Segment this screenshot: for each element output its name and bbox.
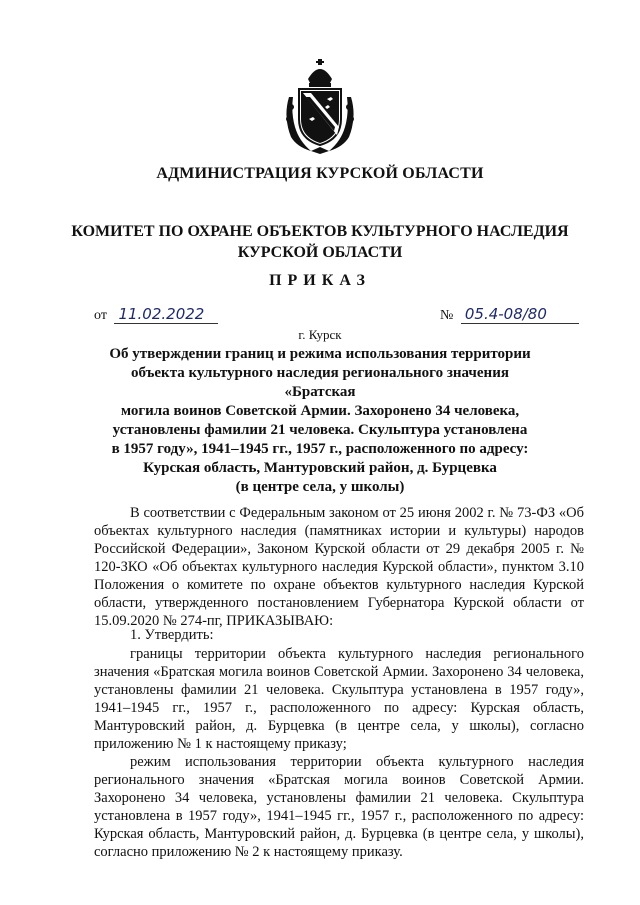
title-line: (в центре села, у школы) bbox=[235, 479, 405, 495]
date-value: 11.02.2022 bbox=[114, 305, 218, 324]
city-label: г. Курск bbox=[298, 327, 342, 342]
order-title bbox=[98, 345, 542, 497]
item-1-heading: 1. Утвердить: bbox=[130, 627, 214, 643]
preamble-paragraph: В соответствии с Федеральным законом от 25 июня 2002 г. № 73-ФЗ «Об объектах культурного наследия (памятниках истории и культуры) народов Российской Федерации», Законом Курской области от 29 декабря 2005 г. № 120-ЗКО «Об объектах культурного наследия Курской области», пунктом 3.10 Положения о комитете по охране объектов культурного наследия Курской области, утвержденного постановлением Губернатора Курской области от 15.09.2020 № 274-пг, ПРИКАЗЫВАЮ: bbox=[94, 505, 584, 629]
number-prefix: № bbox=[440, 308, 454, 323]
document-type-heading: ПРИКАЗ bbox=[269, 272, 371, 289]
administration-heading: АДМИНИСТРАЦИЯ КУРСКОЙ ОБЛАСТИ bbox=[156, 165, 484, 182]
title-line: в 1957 году», 1941–1945 гг., 1957 г., расположенного по адресу: bbox=[111, 441, 529, 457]
order-number bbox=[440, 305, 579, 324]
boundaries-paragraph: границы территории объекта культурного наследия регионального значения «Братская могила воинов Советской Армии. Захоронено 34 человека, установлены фамилии 21 человека. Скульптура установлена в 1957 году», 1941–1945 гг., 1957 г., расположенного по адресу: Курская область, Мантуровский район, д. Бурцевка (в центре села, у школы), согласно приложению № 1 к настоящему приказу; bbox=[94, 646, 584, 752]
title-line: Об утверждении границ и режима использования территории bbox=[109, 346, 531, 362]
title-line: объекта культурного наследия регионального значения «Братская bbox=[131, 365, 509, 400]
order-date bbox=[94, 305, 218, 324]
number-value: 05.4-08/80 bbox=[461, 305, 579, 324]
title-line: могила воинов Советской Армии. Захоронено 34 человека, bbox=[120, 403, 520, 419]
title-line: установлены фамилии 21 человека. Скульптура установлена bbox=[112, 422, 528, 438]
committee-heading bbox=[60, 221, 580, 263]
kursk-coat-of-arms-icon bbox=[281, 57, 359, 155]
committee-heading-line: КОМИТЕТ ПО ОХРАНЕ ОБЪЕКТОВ КУЛЬТУРНОГО НАСЛЕДИЯ bbox=[71, 223, 569, 240]
date-prefix: от bbox=[94, 308, 107, 323]
title-line: Курская область, Мантуровский район, д. Бурцевка bbox=[143, 460, 497, 476]
committee-heading-line: КУРСКОЙ ОБЛАСТИ bbox=[237, 244, 403, 261]
usage-regime-paragraph: режим использования территории объекта культурного наследия регионального значения «Братская могила воинов Советской Армии. Захоронено 34 человека, установлены фамилии 21 человека. Скульптура установлена в 1957 году», 1941–1945 гг., 1957 г., расположенного по адресу: Курская область, Мантуровский район, д. Бурцевка (в центре села, у школы), согласно приложению № 2 к настоящему приказу. bbox=[94, 754, 584, 860]
